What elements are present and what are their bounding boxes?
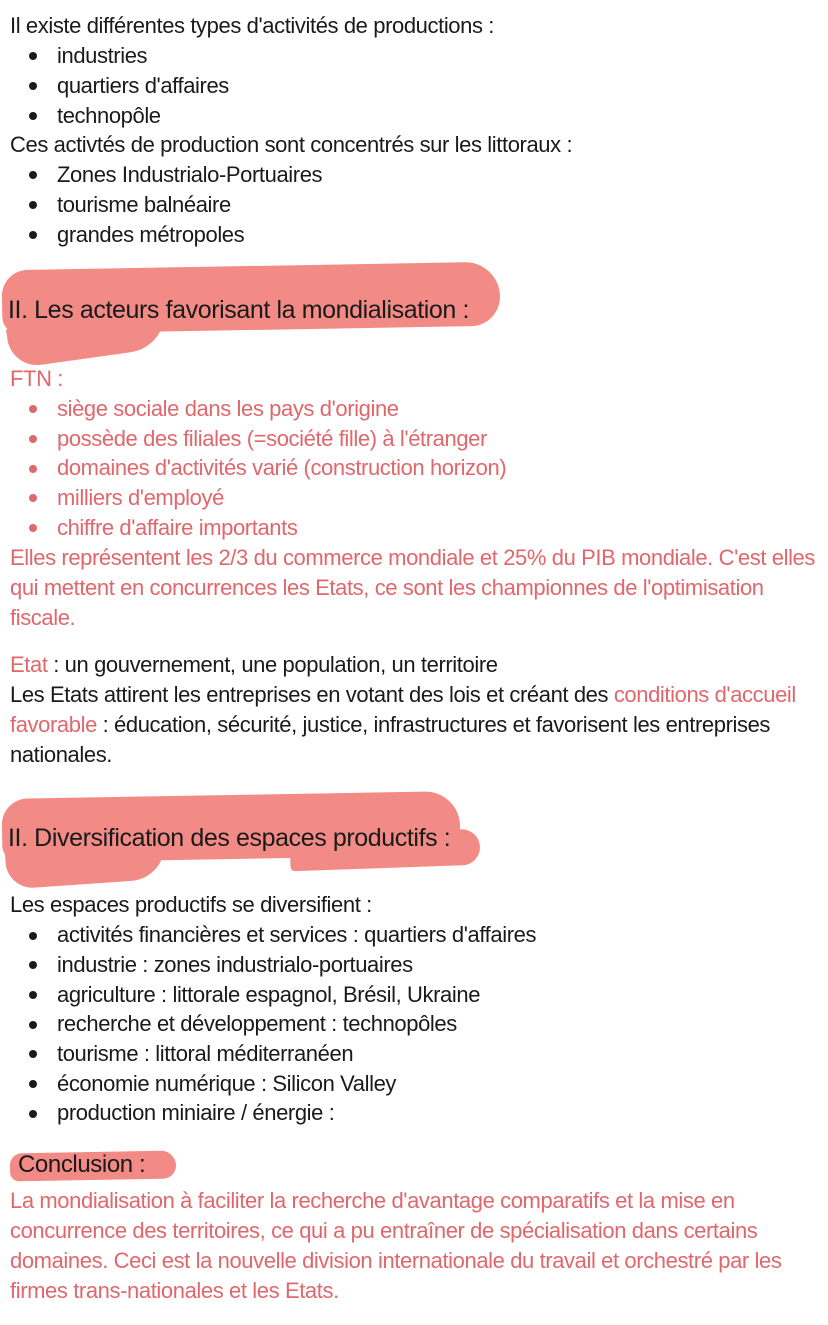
- etat-line: [10, 680, 796, 710]
- paragraph-line: fiscale.: [10, 605, 76, 630]
- paragraph-line: qui mettent en concurrences les Etats, ce sont les championnes de l'optimisation: [10, 575, 764, 600]
- conclusion-line: concurrence des territoires, ce qui a pu entraîner de spécialisation dans certains: [10, 1218, 758, 1243]
- bullet-dot: [29, 494, 37, 502]
- list-item: production miniaire / énergie :: [57, 1100, 335, 1125]
- etat-line: nationales.: [10, 742, 113, 767]
- etat-line2-start: Les Etats attirent les entreprises en votant des lois et créant des: [10, 682, 614, 707]
- bullet-dot: [29, 991, 37, 999]
- bullet-dot: [29, 961, 37, 969]
- list-item: industries: [57, 43, 148, 68]
- bullet-dot: [29, 932, 37, 940]
- conclusion-heading: Conclusion :: [18, 1151, 146, 1178]
- conclusion-line: La mondialisation à faciliter la recherche d'avantage comparatifs et la mise en: [10, 1188, 735, 1213]
- bullet-dot: [29, 82, 37, 90]
- etat-line3-red: favorable: [10, 712, 97, 737]
- bullet-dot: [29, 524, 37, 532]
- bullet-dot: [29, 1050, 37, 1058]
- intro-line: Il existe différentes types d'activités de productions :: [10, 13, 494, 38]
- etat-definition-line: [10, 650, 498, 680]
- etat-definition: : un gouvernement, une population, un territoire: [47, 652, 498, 677]
- list-item: tourisme : littoral méditerranéen: [57, 1041, 354, 1066]
- bullet-dot: [29, 1080, 37, 1088]
- bullet-dot: [29, 1021, 37, 1029]
- intro-line: Les espaces productifs se diversifient :: [10, 892, 372, 917]
- conclusion-line: domaines. Ceci est la nouvelle division internationale du travail et orchestré par les: [10, 1248, 782, 1273]
- ftn-label: FTN :: [10, 366, 63, 391]
- bullet-dot: [29, 465, 37, 473]
- bullet-dot: [29, 171, 37, 179]
- list-item: économie numérique : Silicon Valley: [57, 1071, 396, 1096]
- section-heading: II. Diversification des espaces productifs :: [8, 824, 451, 852]
- etat-line3-rest: : éducation, sécurité, justice, infrastructures et favorisent les entreprises: [96, 712, 771, 737]
- paragraph-line: Elles représentent les 2/3 du commerce mondiale et 25% du PIB mondiale. C'est elles: [10, 545, 815, 570]
- list-item: possède des filiales (=société fille) à l'étranger: [57, 426, 487, 451]
- list-item: quartiers d'affaires: [57, 73, 229, 98]
- etat-line: [10, 710, 770, 740]
- list-item: Zones Industrialo-Portuaires: [57, 162, 323, 187]
- list-item: activités financières et services : quartiers d'affaires: [57, 922, 537, 947]
- list-item: industrie : zones industrialo-portuaires: [57, 952, 413, 977]
- bullet-dot: [29, 405, 37, 413]
- conclusion-line: firmes trans-nationales et les Etats.: [10, 1278, 339, 1303]
- etat-line2-red: conditions d'accueil: [613, 682, 796, 707]
- bullet-dot: [29, 52, 37, 60]
- list-item: technopôle: [57, 103, 161, 128]
- coast-intro-line: Ces activtés de production sont concentrés sur les littoraux :: [10, 132, 573, 157]
- list-item: grandes métropoles: [57, 222, 245, 247]
- bullet-dot: [29, 435, 37, 443]
- list-item: tourisme balnéaire: [57, 192, 231, 217]
- bullet-dot: [29, 201, 37, 209]
- list-item: siège sociale dans les pays d'origine: [57, 396, 399, 421]
- list-item: milliers d'employé: [57, 485, 224, 510]
- section-heading: II. Les acteurs favorisant la mondialisation :: [8, 296, 470, 324]
- list-item: chiffre d'affaire importants: [57, 515, 298, 540]
- list-item: recherche et développement : technopôles: [57, 1011, 457, 1036]
- list-item: agriculture : littorale espagnol, Brésil, Ukraine: [57, 982, 481, 1007]
- list-item: domaines d'activités varié (construction horizon): [57, 455, 507, 480]
- bullet-dot: [29, 231, 37, 239]
- bullet-dot: [29, 112, 37, 120]
- etat-label: Etat: [10, 652, 48, 677]
- bullet-dot: [29, 1110, 37, 1118]
